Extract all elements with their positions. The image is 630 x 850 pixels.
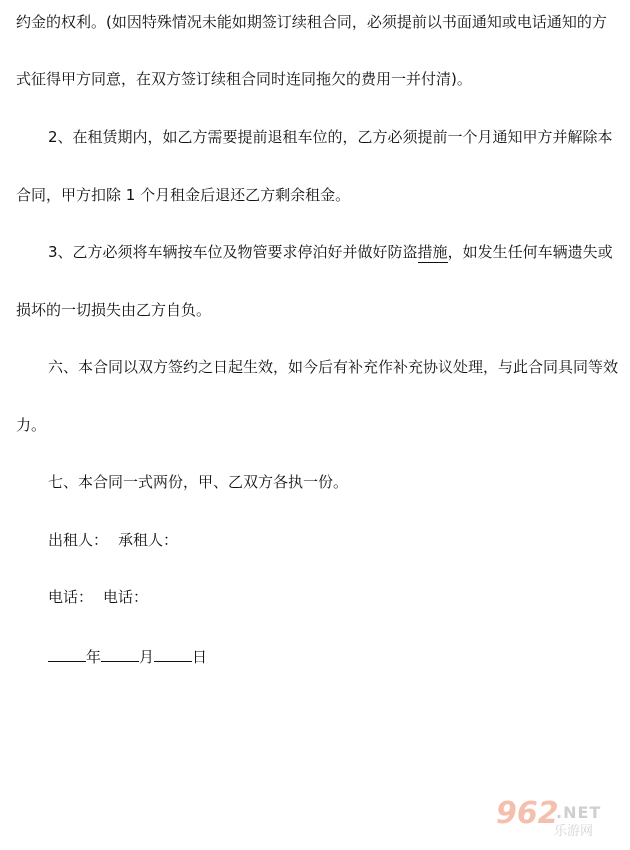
watermark-number: 962 — [496, 796, 559, 831]
lessee-label: 承租人： — [118, 531, 179, 549]
month-blank — [101, 645, 139, 662]
clause-2-line: 合同，甲方扣除 1 个月租金后退还乙方剩余租金。 — [16, 186, 351, 204]
clause-3-line: 损坏的一切损失由乙方自负。 — [16, 301, 212, 319]
lessee-phone-label: 电话： — [103, 588, 149, 606]
clause-3-text: ，如发生任何车辆遗失或 — [447, 243, 613, 261]
paragraph-line: 式征得甲方同意，在双方签订续租合同时连同拖欠的费用一并付清)。 — [16, 70, 472, 88]
date-line — [48, 645, 207, 667]
phone-line — [48, 587, 148, 607]
day-label: 日 — [192, 648, 208, 666]
watermark-net: .NET — [556, 803, 602, 822]
section-7-line: 七、本合同一式两份，甲、乙双方各执一份。 — [48, 473, 349, 491]
clause-3-text: 3、乙方必须将车辆按车位及物管要求停泊好并做好防盗 — [48, 243, 418, 261]
section-6-line: 力。 — [16, 416, 47, 434]
year-blank — [48, 645, 86, 662]
year-label: 年 — [86, 648, 102, 666]
paragraph-line: 约金的权利。(如因特殊情况未能如期签订续租合同，必须提前以书面通知或电话通知的方 — [16, 13, 607, 31]
site-watermark — [492, 798, 622, 844]
month-label: 月 — [139, 648, 155, 666]
clause-3-line — [48, 242, 613, 262]
lessor-phone-label: 电话： — [48, 588, 94, 606]
watermark-site-name: 乐游网 — [554, 824, 594, 839]
lessor-label: 出租人： — [48, 531, 109, 549]
clause-2-line: 2、在租赁期内，如乙方需要提前退租车位的，乙方必须提前一个月通知甲方并解除本 — [48, 128, 613, 146]
section-6-line: 六、本合同以双方签约之日起生效，如今后有补充作补充协议处理，与此合同具同等效 — [48, 358, 619, 376]
signature-line — [48, 530, 178, 550]
day-blank — [154, 645, 192, 662]
underlined-word: 措施 — [417, 243, 448, 261]
